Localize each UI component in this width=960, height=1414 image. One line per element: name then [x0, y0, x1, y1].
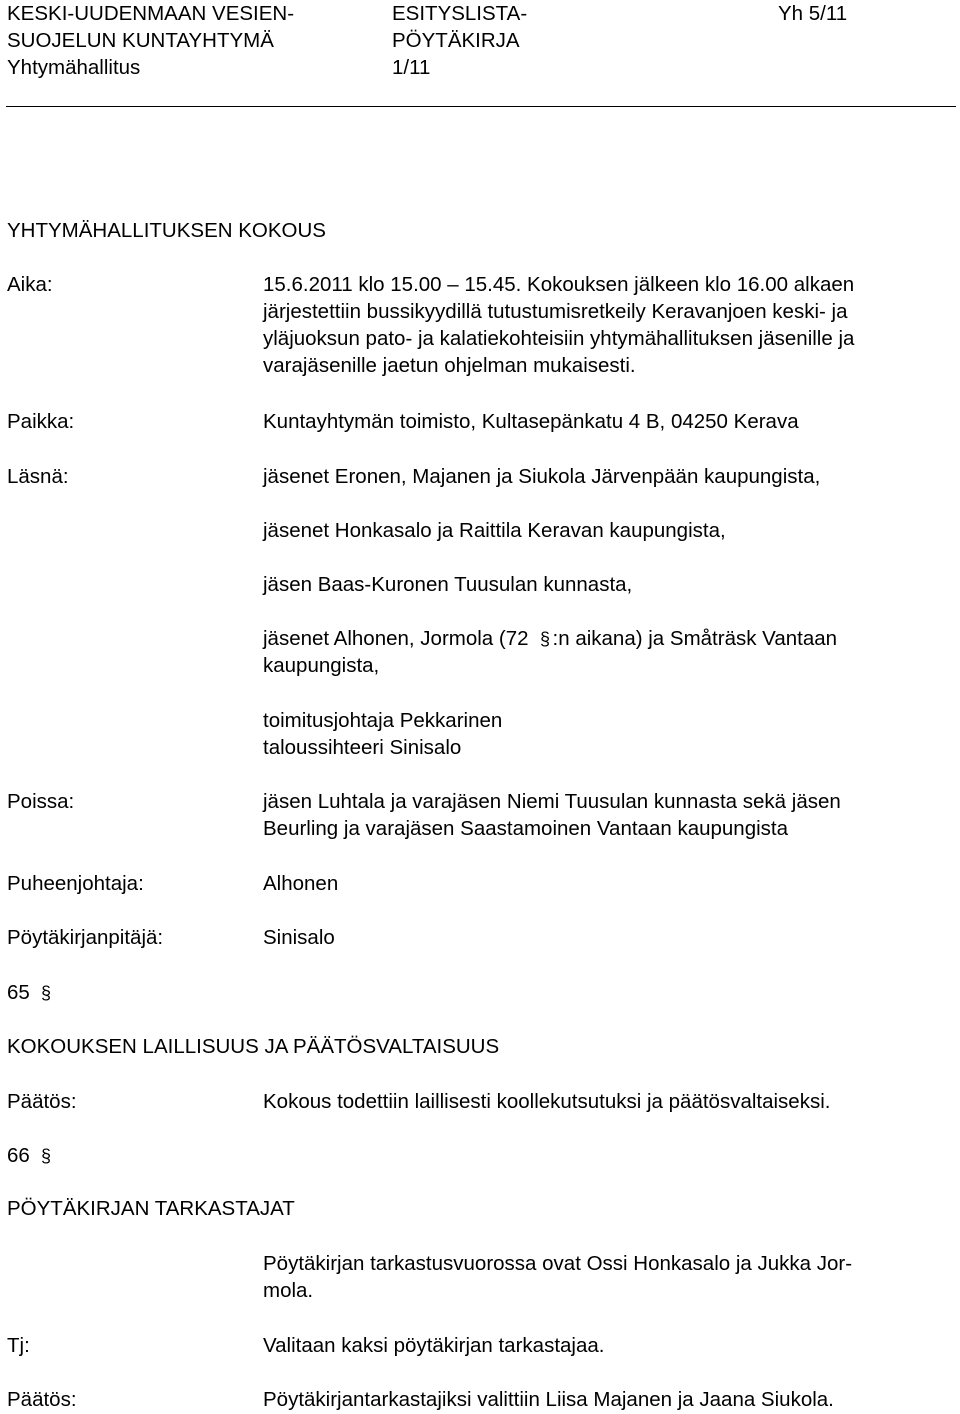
lasna-entry-5: toimitusjohtaja Pekkarinen	[263, 709, 503, 732]
section-65-paatos-value: Kokous todettiin laillisesti koollekutsutuksi ja päätösvaltaiseksi.	[263, 1090, 831, 1113]
section-66-intro-line1: Pöytäkirjan tarkastusvuorossa ovat Ossi Honkasalo ja Jukka Jor-	[263, 1252, 853, 1275]
aika-line-1: 15.6.2011 klo 15.00 – 15.45. Kokouksen jälkeen klo 16.00 alkaen	[263, 273, 855, 296]
poissa-line-1: jäsen Luhtala ja varajäsen Niemi Tuusulan kunnasta sekä jäsen	[263, 790, 841, 813]
section-66-paatos-label: Päätös:	[7, 1388, 77, 1411]
org-body: Yhtymähallitus	[7, 56, 141, 79]
page-reference: Yh 5/11	[778, 2, 848, 25]
doc-type-line2: PÖYTÄKIRJA	[392, 29, 520, 52]
section-number: 66	[7, 1144, 30, 1167]
section-66-paatos-value: Pöytäkirjantarkastajiksi valittiin Liisa Majanen ja Jaana Siukola.	[263, 1388, 834, 1411]
lasna-entry-4-line1	[263, 625, 837, 652]
paikka-label: Paikka:	[7, 410, 75, 433]
lasna-label: Läsnä:	[7, 465, 69, 488]
puheenjohtaja-value: Alhonen	[263, 872, 339, 895]
org-name-line1: KESKI-UUDENMAAN VESIEN-	[7, 2, 295, 25]
section-66-tj-value: Valitaan kaksi pöytäkirjan tarkastajaa.	[263, 1334, 605, 1357]
lasna-entry-6: taloussihteeri Sinisalo	[263, 736, 462, 759]
lasna-entry-1: jäsenet Eronen, Majanen ja Siukola Järvenpään kaupungista,	[263, 465, 821, 488]
aika-line-4: varajäsenille jaetun ohjelman mukaisesti.	[263, 354, 636, 377]
section-65-number	[7, 979, 54, 1006]
section-66-intro-line2: mola.	[263, 1279, 314, 1302]
lasna-entry-4-part-a: jäsenet Alhonen, Jormola (72	[263, 627, 529, 650]
poytakirjanpitaja-label: Pöytäkirjanpitäjä:	[7, 926, 164, 949]
lasna-entry-4-part-b: :n aikana) ja Småträsk Vantaan	[552, 627, 838, 650]
section-65-title: KOKOUKSEN LAILLISUUS JA PÄÄTÖSVALTAISUUS	[7, 1035, 500, 1058]
org-name-line2: SUOJELUN KUNTAYHTYMÄ	[7, 29, 274, 52]
header-divider	[6, 106, 956, 107]
lasna-entry-2: jäsenet Honkasalo ja Raittila Keravan kaupungista,	[263, 519, 726, 542]
svg-text:§: §	[539, 629, 550, 649]
poissa-label: Poissa:	[7, 790, 75, 813]
paikka-value: Kuntayhtymän toimisto, Kultasepänkatu 4 B, 04250 Kerava	[263, 410, 799, 433]
doc-type-line1: ESITYSLISTA-	[392, 2, 528, 25]
poissa-line-2: Beurling ja varajäsen Saastamoinen Vantaan kaupungista	[263, 817, 789, 840]
meeting-title: YHTYMÄHALLITUKSEN KOKOUS	[7, 219, 326, 242]
section-66-number	[7, 1142, 54, 1169]
section-sign-icon	[40, 983, 54, 1003]
aika-label: Aika:	[7, 273, 53, 296]
puheenjohtaja-label: Puheenjohtaja:	[7, 872, 144, 895]
poytakirjanpitaja-value: Sinisalo	[263, 926, 335, 949]
aika-line-2: järjestettiin bussikyydillä tutustumisretkeily Keravanjoen keski- ja	[263, 300, 848, 323]
section-66-tj-label: Tj:	[7, 1334, 30, 1357]
svg-text:§: §	[40, 1146, 51, 1166]
lasna-entry-4-line2: kaupungista,	[263, 654, 380, 677]
section-number: 65	[7, 981, 30, 1004]
svg-text:§: §	[40, 983, 51, 1003]
section-sign-icon	[40, 1146, 54, 1166]
aika-line-3: yläjuoksun pato- ja kalatiekohteisiin yhtymähallituksen jäsenille ja	[263, 327, 855, 350]
section-65-paatos-label: Päätös:	[7, 1090, 77, 1113]
lasna-entry-3: jäsen Baas-Kuronen Tuusulan kunnasta,	[263, 573, 633, 596]
doc-page-number: 1/11	[392, 56, 431, 79]
section-sign-icon	[539, 629, 553, 649]
section-66-title: PÖYTÄKIRJAN TARKASTAJAT	[7, 1197, 295, 1220]
